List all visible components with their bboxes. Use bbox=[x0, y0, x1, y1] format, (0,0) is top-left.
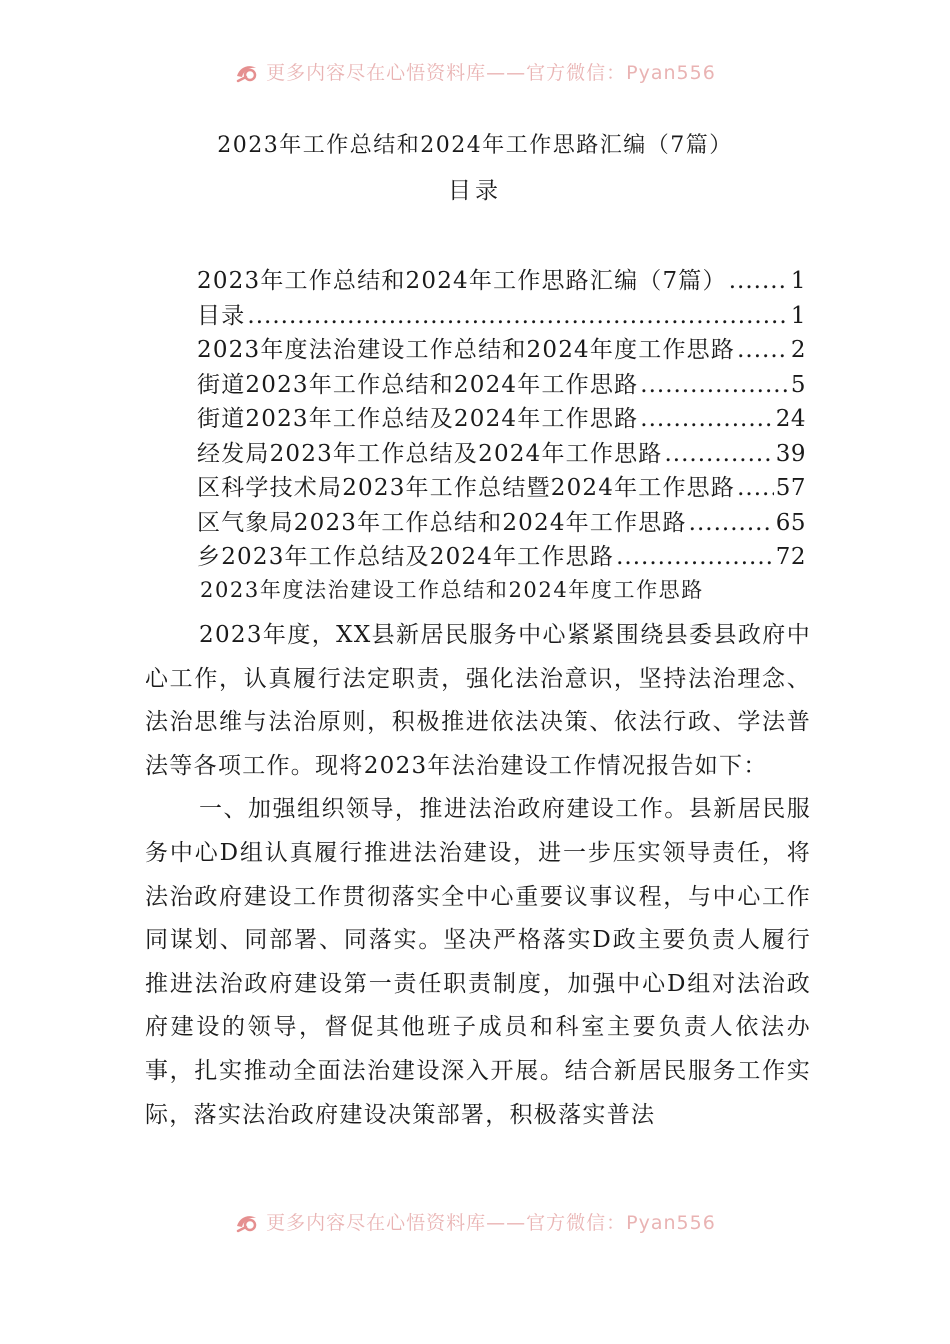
toc-entry-page: 1 bbox=[790, 302, 806, 329]
toc-entry-label: 区气象局2023年工作总结和2024年工作思路 bbox=[197, 509, 687, 536]
toc-leader-dots bbox=[616, 544, 774, 570]
toc-entry-label: 乡2023年工作总结及2024年工作思路 bbox=[197, 544, 615, 570]
toc-entry[interactable] bbox=[197, 469, 806, 504]
toc-entry-page: 65 bbox=[775, 509, 806, 536]
toc-leader-dots bbox=[247, 303, 788, 329]
toc-entry[interactable] bbox=[197, 297, 806, 332]
toc-entry[interactable] bbox=[197, 400, 806, 435]
toc-leader-dots bbox=[689, 510, 774, 536]
toc-leader-dots bbox=[729, 268, 789, 294]
toc-entry-page: 24 bbox=[775, 406, 806, 432]
toc-entry-page: 57 bbox=[775, 475, 806, 501]
toc-leader-dots bbox=[737, 337, 789, 363]
toc-entry-page: 2 bbox=[790, 337, 806, 363]
watermark-header bbox=[0, 58, 950, 89]
section-heading: 2023年度法治建设工作总结和2024年度工作思路 bbox=[200, 578, 704, 602]
body-paragraph: 一、加强组织领导，推进法治政府建设工作。县新居民服务中心D组认真履行推进法治建设，进一步压实领导责任，将法治政府建设工作贯彻落实全中心重要议事议程，与中心工作同谋划、同部署、同落实。坚决严格落实D政主要负责人履行推进法治政府建设第一责任职责制度，加强中心D组对法治政府建设的领导，督促其他班子成员和科室主要负责人依法办事，扎实推动全面法治建设深入开展。结合新居民服务工作实际，落实法治政府建设决策部署，积极落实普法 bbox=[145, 796, 811, 1128]
table-of-contents bbox=[197, 262, 806, 573]
watermark-text: 更多内容尽在心悟资料库——官方微信：Pyan556 bbox=[266, 62, 716, 84]
toc-entry-label: 2023年度法治建设工作总结和2024年度工作思路 bbox=[197, 337, 736, 363]
toc-entry[interactable] bbox=[197, 504, 806, 539]
toc-heading: 目录 bbox=[448, 178, 502, 204]
toc-leader-dots bbox=[737, 475, 774, 501]
toc-entry-page: 5 bbox=[790, 371, 806, 398]
toc-entry-label: 街道2023年工作总结及2024年工作思路 bbox=[197, 406, 639, 432]
brand-logo-icon bbox=[234, 62, 260, 89]
toc-leader-dots bbox=[640, 406, 773, 432]
toc-entry-page: 1 bbox=[790, 268, 806, 294]
body-paragraph: 2023年度，XX县新居民服务中心紧紧围绕县委县政府中心工作，认真履行法定职责，强化法治意识，坚持法治理念、法治思维与法治原则，积极推进依法决策、依法行政、学法普法等各项工作。现将2023年法治建设工作情况报告如下： bbox=[145, 622, 811, 779]
toc-entry-page: 72 bbox=[775, 544, 806, 570]
watermark-text: 更多内容尽在心悟资料库——官方微信：Pyan556 bbox=[266, 1212, 716, 1234]
document-title: 2023年工作总结和2024年工作思路汇编（7篇） bbox=[217, 133, 733, 158]
toc-leader-dots bbox=[640, 372, 789, 398]
toc-entry-label: 区科学技术局2023年工作总结暨2024年工作思路 bbox=[197, 475, 736, 501]
toc-entry-label: 目录 bbox=[197, 302, 246, 329]
toc-entry[interactable] bbox=[197, 366, 806, 401]
toc-entry[interactable] bbox=[197, 538, 806, 573]
brand-logo-icon bbox=[234, 1212, 260, 1239]
toc-entry-label: 街道2023年工作总结和2024年工作思路 bbox=[197, 371, 639, 398]
watermark-footer bbox=[0, 1208, 950, 1239]
toc-entry[interactable] bbox=[197, 331, 806, 366]
toc-entry-label: 2023年工作总结和2024年工作思路汇编（7篇） bbox=[197, 268, 727, 294]
toc-entry[interactable] bbox=[197, 435, 806, 470]
toc-entry[interactable] bbox=[197, 262, 806, 297]
section-body bbox=[145, 614, 811, 1137]
toc-entry-label: 经发局2023年工作总结及2024年工作思路 bbox=[197, 440, 663, 467]
toc-leader-dots bbox=[664, 441, 773, 467]
toc-entry-page: 39 bbox=[775, 440, 806, 467]
